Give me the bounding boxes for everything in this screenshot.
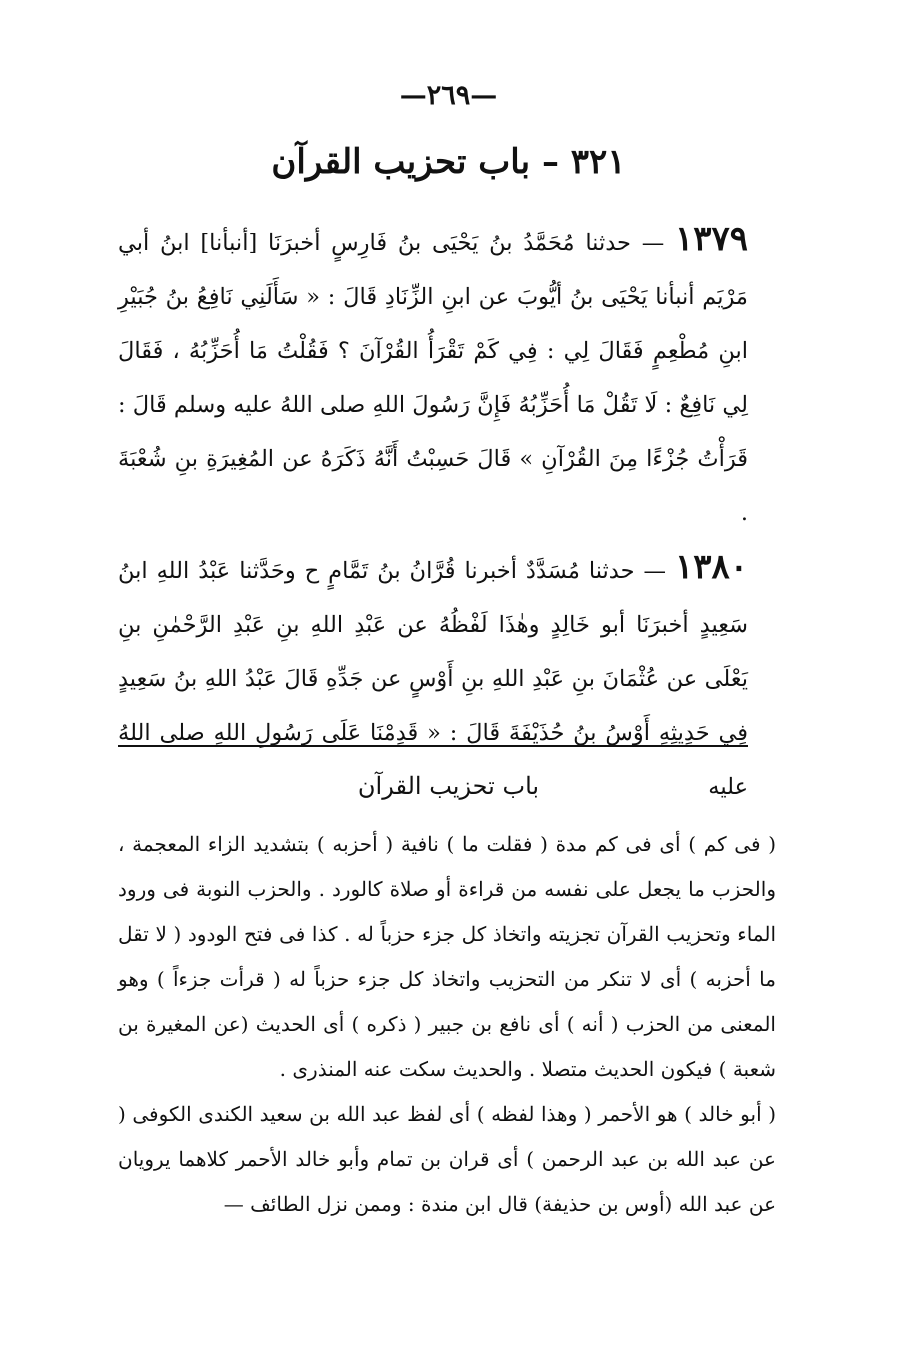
commentary-title: باب تحزيب القرآن — [357, 772, 540, 800]
hadith-number: ١٣٧٩ — [674, 219, 748, 259]
page-number: —٢٦٩— — [399, 80, 498, 111]
chapter-title: ٣٢١ – باب تحزيب القرآن — [271, 142, 626, 182]
hadith-body: — حدثنا مُحَمَّدُ بنُ يَحْيَى بنُ فَارِسٍ أخبرَنَا [أنبأنا] ابنُ أبي مَرْيَم أنبأنا يَحْيَى بنُ أيُّوبَ عن ابنِ الزِّنَادِ قَالَ : « سَأَلَنِي نَافِعُ بنُ جُبَيْرِ ابنِ مُطْعِمٍ فَقَالَ لِي : فِي كَمْ تَقْرَأُ القُرْآنَ ؟ فَقُلْتُ مَا أُحَزِّبُهُ ، فَقَالَ لِي نَافِعٌ : لَا تَقُلْ مَا أُحَزِّبُهُ فَإِنَّ رَسُولَ اللهِ صلى اللهُ عليه وسلم قَالَ : قَرَأْتُ جُزْءًا مِنَ القُرْآنِ » قَالَ حَسِبْتُ أَنَّهُ ذَكَرَهُ عن المُغِيرَةِ بنِ شُعْبَةَ . — [118, 230, 748, 526]
hadith-body: — حدثنا مُسَدَّدٌ أخبرنا قُرَّانُ بنُ تَمَّامٍ ح وحَدَّثنا عَبْدُ اللهِ ابنُ سَعِيدٍ أخبرَنَا أبو خَالِدٍ وهٰذَا لَفْظُهُ عن عَبْدِ اللهِ بنِ عَبْدِ الرَّحْمٰنِ بنِ يَعْلَى عن عُثْمَانَ بنِ عَبْدِ اللهِ بنِ أَوْسٍ عن جَدِّهِ قَالَ عَبْدُ اللهِ بنُ سَعِيدٍ فِي حَدِيثِهِ أَوْسُ بنُ حُذَيْفَةَ قَالَ : « قَدِمْنَا عَلَى رَسُولِ اللهِ صلى اللهُ عليه — [118, 558, 748, 800]
footnote-divider — [118, 745, 748, 747]
hadith-text — [118, 212, 748, 814]
commentary-paragraph: ( أبو خالد ) هو الأحمر ( وهذا لفظه ) أى لفظ عبد الله بن سعيد الكندى الكوفى ( عن عبد الله بن عبد الرحمن ) أى قران بن تمام وأبو خالد الأحمر كلاهما يرويان عن عبد الله (أوس بن حذيفة) قال ابن مندة : وممن نزل الطائف — — [118, 1102, 776, 1216]
commentary-paragraph: ( فى كم ) أى فى كم مدة ( فقلت ما ) نافية ( أحزبه ) بتشديد الزاء المعجمة ، والحزب ما يجعل على نفسه من قراءة أو صلاة كالورد . والحزب النوبة فى ورود الماء وتحزيب القرآن تجزيته واتخاذ كل جزء حزباً له . كذا فى فتح الودود ( لا تقل ما أحزبه ) أى لا تنكر من التحزيب واتخاذ كل جزء حزباً له ( قرأت جزءاً ) وهو المعنى من الحزب ( أنه ) أى نافع بن جبير ( ذكره ) أى الحديث (عن المغيرة بن شعبة ) فيكون الحديث متصلا . والحديث سكت عنه المنذرى . — [118, 832, 776, 1081]
commentary-text — [118, 822, 776, 1227]
hadith-1379 — [118, 212, 748, 540]
hadith-number: ١٣٨٠ — [674, 547, 748, 587]
